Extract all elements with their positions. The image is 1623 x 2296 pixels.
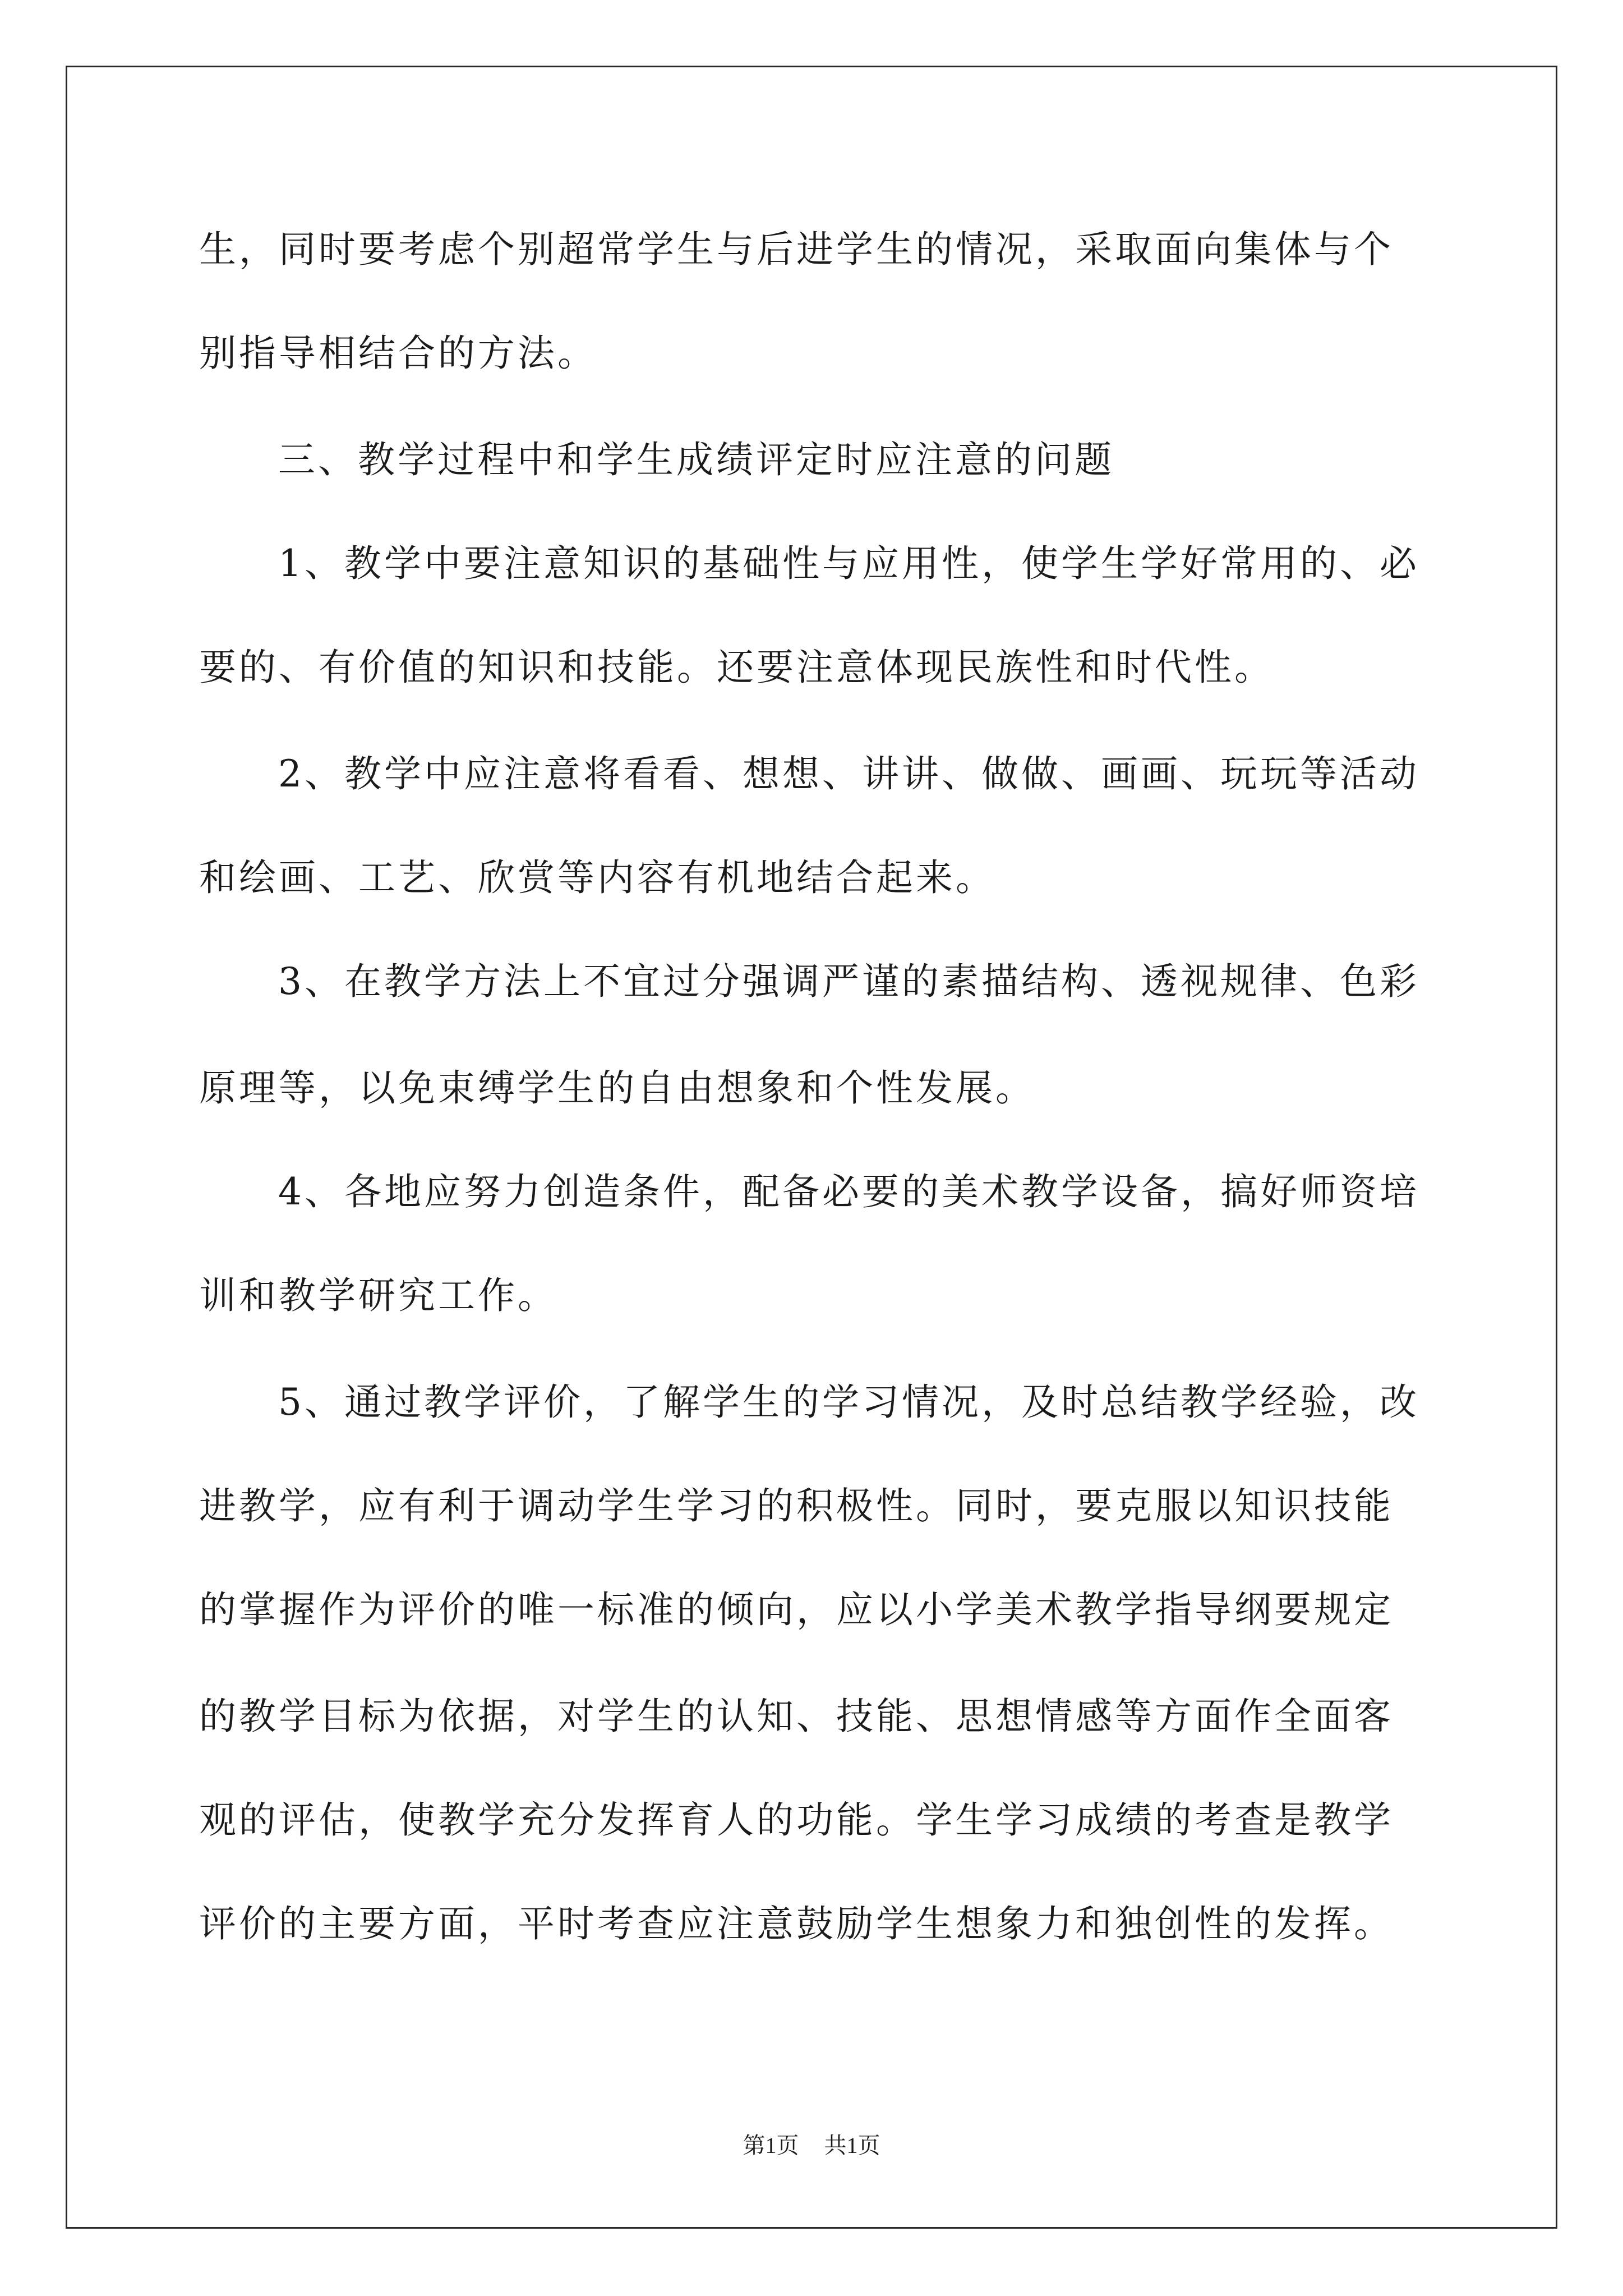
page-total: 共1页	[824, 2133, 880, 2158]
section-heading: 三、教学过程中和学生成绩评定时应注意的问题	[278, 438, 1114, 481]
text-line: 生，同时要考虑个别超常学生与后进学生的情况，采取面向集体与个	[199, 228, 1394, 271]
page-number: 第1页	[743, 2133, 799, 2158]
text-line: 进教学，应有利于调动学生学习的积极性。同时，要克服以知识技能	[199, 1484, 1394, 1527]
page-footer	[0, 2132, 1623, 2160]
text-line: 3、在教学方法上不宜过分强调严谨的素描结构、透视规律、色彩	[278, 960, 1419, 1003]
text-line: 要的、有价值的知识和技能。还要注意体现民族性和时代性。	[199, 646, 1274, 689]
text-line: 2、教学中应注意将看看、想想、讲讲、做做、画画、玩玩等活动	[278, 752, 1419, 795]
text-line: 的掌握作为评价的唯一标准的倾向，应以小学美术教学指导纲要规定	[199, 1588, 1394, 1631]
text-line: 评价的主要方面，平时考查应注意鼓励学生想象力和独创性的发挥。	[199, 1902, 1394, 1945]
text-line: 和绘画、工艺、欣赏等内容有机地结合起来。	[199, 856, 995, 899]
text-line: 4、各地应努力创造条件，配备必要的美术教学设备，搞好师资培	[278, 1170, 1419, 1213]
text-line: 观的评估，使教学充分发挥育人的功能。学生学习成绩的考查是教学	[199, 1798, 1394, 1842]
text-line: 别指导相结合的方法。	[199, 332, 597, 375]
text-line: 原理等，以免束缚学生的自由想象和个性发展。	[199, 1066, 1035, 1110]
text-line: 5、通过教学评价，了解学生的学习情况，及时总结教学经验，改	[278, 1381, 1419, 1424]
text-line: 的教学目标为依据，对学生的认知、技能、思想情感等方面作全面客	[199, 1695, 1394, 1738]
text-line: 训和教学研究工作。	[199, 1274, 557, 1317]
text-line: 1、教学中要注意知识的基础性与应用性，使学生学好常用的、必	[278, 542, 1419, 585]
